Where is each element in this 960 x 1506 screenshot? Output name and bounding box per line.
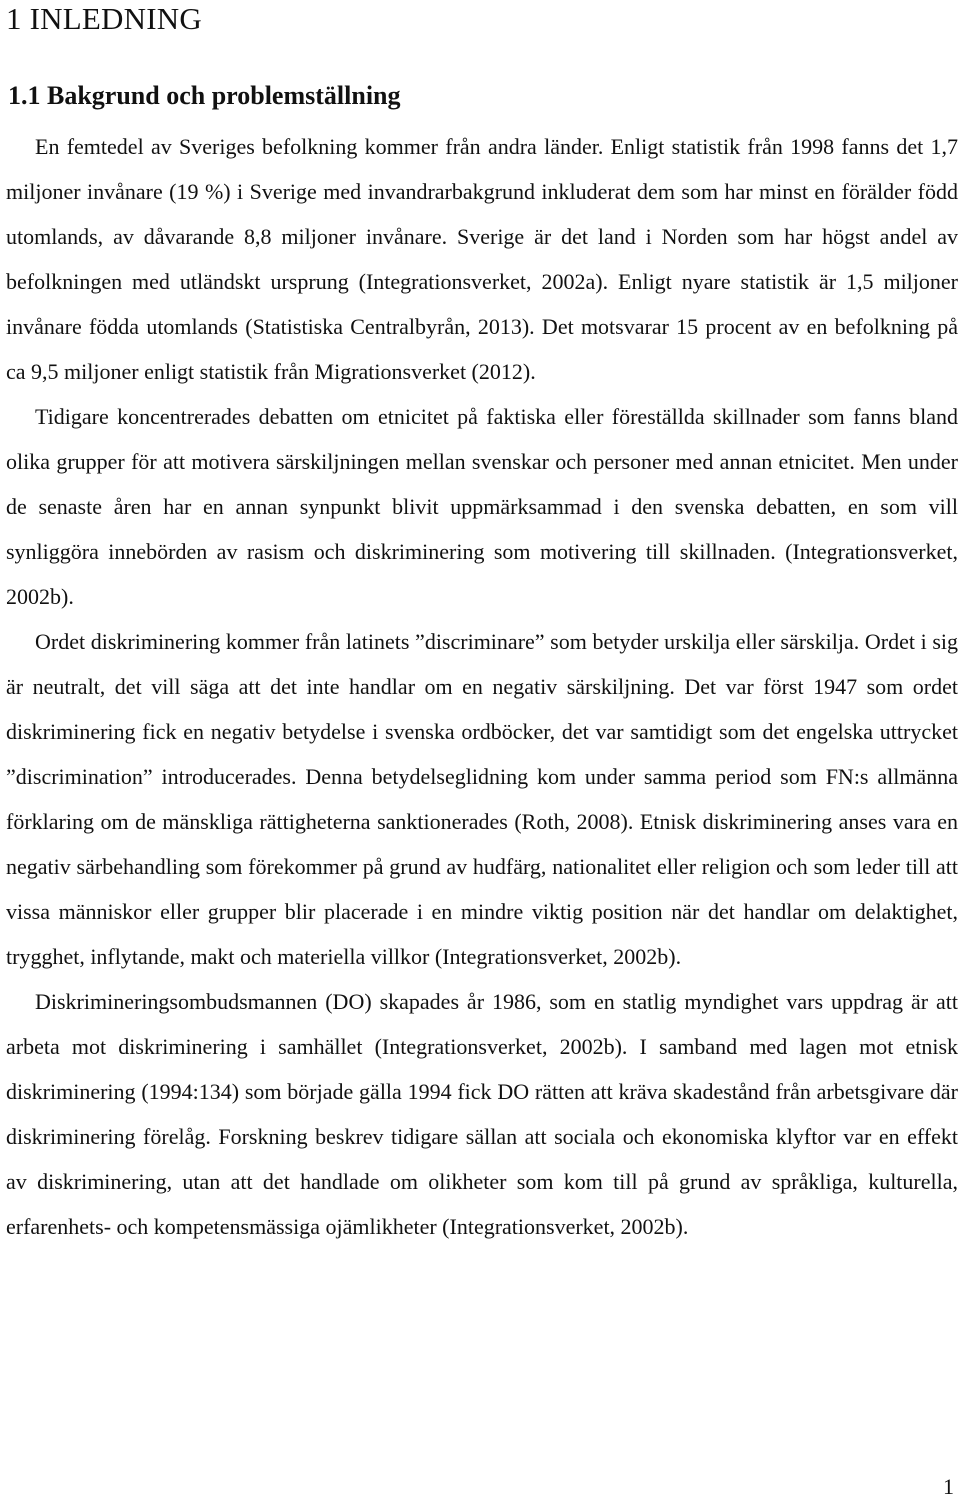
- paragraph-4: Diskrimineringsombudsmannen (DO) skapades år 1986, som en statlig myndighet vars uppdrag är att arbeta mot diskriminering i samhället (Integrationsverket, 2002b). I samband med lagen mot etnisk diskriminering (1994:134) som började gälla 1994 fick DO rätten att kräva skadestånd från arbetsgivare där diskriminering förelåg. Forskning beskrev tidigare sällan att sociala och ekonomiska klyftor var en effekt av diskriminering, utan att det handlade om olikheter som kom till på grund av språkliga, kulturella, erfarenhets- och kompetensmässiga ojämlikheter (Integrationsverket, 2002b).: [6, 989, 958, 1239]
- paragraph-3: Ordet diskriminering kommer från latinets ”discriminare” som betyder urskilja eller särskilja. Ordet i sig är neutralt, det vill säga att det inte handlar om en negativ särskiljning. Det var först 1947 som ordet diskriminering fick en negativ betydelse i svenska ordböcker, det var samtidigt som det engelska uttrycket ”discrimination” introducerades. Denna betydelseglidning kom under samma period som FN:s allmänna förklaring om de mänskliga rättigheterna sanktionerades (Roth, 2008). Etnisk diskriminering anses vara en negativ särbehandling som förekommer på grund av hudfärg, nationalitet eller religion och som leder till att vissa människor eller grupper blir placerade i en mindre viktig position när det handlar om delaktighet, trygghet, inflytande, makt och materiella villkor (Integrationsverket, 2002b).: [6, 629, 958, 969]
- chapter-heading: 1 INLEDNING: [6, 1, 202, 36]
- page-number: 1: [943, 1474, 954, 1499]
- body-text: [6, 124, 958, 1249]
- paragraph-1: En femtedel av Sveriges befolkning kommer från andra länder. Enligt statistik från 1998 fanns det 1,7 miljoner invånare (19 %) i Sverige med invandrarbakgrund inkluderat dem som har minst en förälder född utomlands, av dåvarande 8,8 miljoner invånare. Sverige är det land i Norden som har högst andel av befolkningen med utländskt ursprung (Integrationsverket, 2002a). Enligt nyare statistik är 1,5 miljoner invånare födda utomlands (Statistiska Centralbyrån, 2013). Det motsvarar 15 procent av en befolkning på ca 9,5 miljoner enligt statistik från Migrationsverket (2012).: [6, 134, 958, 384]
- section-heading: 1.1 Bakgrund och problemställning: [8, 81, 401, 110]
- paragraph-2: Tidigare koncentrerades debatten om etnicitet på faktiska eller föreställda skillnader som fanns bland olika grupper för att motivera särskiljningen mellan svenskar och personer med annan etnicitet. Men under de senaste åren har en annan synpunkt blivit uppmärksammad i den svenska debatten, en som vill synliggöra innebörden av rasism och diskriminering som motivering till skillnaden. (Integrationsverket, 2002b).: [6, 404, 958, 609]
